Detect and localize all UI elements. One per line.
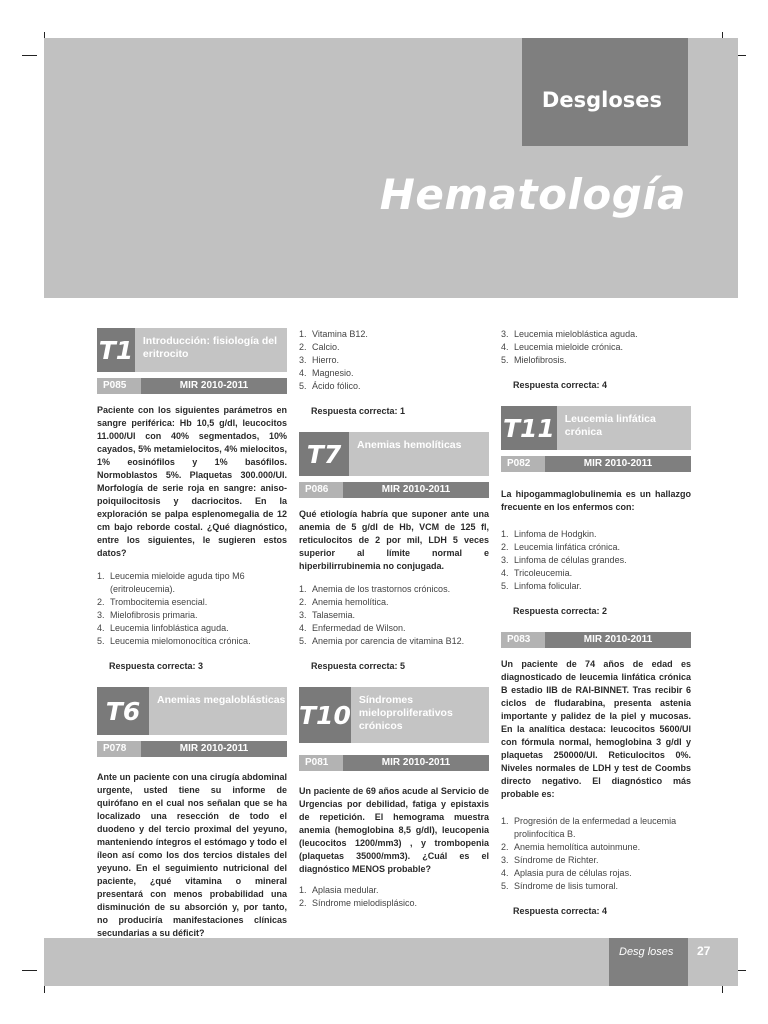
- option-item: 4. Magnesio.: [299, 368, 354, 378]
- topic-code: T11: [501, 406, 557, 450]
- option-item: 4. Enfermedad de Wilson.: [299, 623, 406, 633]
- options-list: [299, 328, 489, 393]
- topic-header-t10: [299, 687, 489, 743]
- section-label: Desgloses: [541, 88, 662, 112]
- topic-name: Leucemia linfática crónica: [564, 413, 656, 438]
- exam-label: MIR 2010-2011: [545, 632, 691, 648]
- options-list: [501, 328, 691, 367]
- option-item: 5. Anemia por carencia de vitamina B12.: [299, 636, 465, 646]
- option-item: 5. Mielofibrosis.: [501, 355, 567, 365]
- options-list: [501, 528, 691, 593]
- option-item: 3. Hierro.: [299, 355, 340, 365]
- question-bar: [501, 632, 691, 648]
- option-item: 4. Tricoleucemia.: [501, 568, 573, 578]
- question-text: Ante un paciente con una cirugía abdominal urgente, usted tiene su informe de quirófano en el cual nos señalan que se ha localizado una resección de todo el duodeno y del tercio proximal del yeyuno, manteniendo íntegros el estómago y todo el íleon así como los dos tercios distales del yeyuno. En el seguimiento nutricional del paciente, ¿qué vitamina o mineral presentará con menos probabilidad una disminución de su absorción y, por tanto, no produciría manifestaciones clínicas secundarias a su déficit?: [97, 772, 287, 938]
- question-bar: [501, 456, 691, 472]
- topic-header-t6: [97, 687, 287, 735]
- option-item: 5. Leucemia mielomonocítica crónica.: [97, 636, 251, 646]
- exam-label: MIR 2010-2011: [343, 482, 489, 498]
- option-item: 2. Trombocitemia esencial.: [97, 597, 208, 607]
- topic-name: Anemias hemolíticas: [357, 439, 462, 451]
- question-bar: [97, 741, 287, 757]
- question-bar: [299, 482, 489, 498]
- answer-text: Respuesta correcta: 3: [109, 661, 204, 671]
- question-code: P085: [97, 378, 141, 394]
- option-item: 3. Talasemia.: [299, 610, 356, 620]
- exam-label: MIR 2010-2011: [141, 741, 287, 757]
- question-code: P086: [299, 482, 343, 498]
- option-item: 1. Progresión de la enfermedad a leucemia prolinfocítica B.: [501, 816, 677, 839]
- option-item: 2. Síndrome mielodisplásico.: [299, 898, 418, 908]
- column-1: [97, 328, 287, 940]
- question-text: Qué etiología habría que suponer ante una anemia de 5 g/dl de Hb, VCM de 125 fl, reticulocitos de 2 por mil, LDH 5 veces superior al límite normal e hiperbilirrubinemia no conjugada.: [299, 509, 489, 571]
- topic-name: Síndromes mieloproliferativos crónicos: [358, 694, 453, 732]
- question-code: P082: [501, 456, 545, 472]
- question-text: La hipogammaglobulinemia es un hallazgo frecuente en los enfermos con:: [501, 489, 691, 512]
- question-code: P083: [501, 632, 545, 648]
- option-item: 3. Mielofibrosis primaria.: [97, 610, 198, 620]
- topic-header-t11: [501, 406, 691, 450]
- option-item: 5. Linfoma folicular.: [501, 581, 582, 591]
- option-item: 1. Aplasia medular.: [299, 885, 379, 895]
- crop-mark: [22, 970, 37, 971]
- option-item: 4. Aplasia pura de células rojas.: [501, 868, 632, 878]
- option-item: 1. Vitamina B12.: [299, 329, 368, 339]
- option-item: 4. Leucemia mieloide crónica.: [501, 342, 624, 352]
- question-code: P078: [97, 741, 141, 757]
- question-text: Paciente con los siguientes parámetros en sangre periférica: Hb 10,5 g/dl, leucocitos 11.000/Ul con 40% segmentados, 10% cayados, 5% metamielocitos, 4% mielocitos, 1% eosinófilos y 1% basófilos. Normoblastos 5%. Plaquetas 300.000/Ul. Morfología de serie roja en sangre: aniso-poiquilocitosis y dacriocitos. En la exploración se palpa esplenomegalia de 12 cm bajo reborde costal. ¿Qué diagnóstico, entre los siguientes, le sugieren estos datos?: [97, 405, 287, 558]
- topic-code: T1: [97, 328, 135, 372]
- question-bar: [97, 378, 287, 394]
- answer-text: Respuesta correcta: 4: [513, 906, 608, 916]
- topic-code: T6: [97, 687, 149, 735]
- options-list: [299, 884, 489, 910]
- footer-label: Desg loses: [619, 946, 674, 958]
- answer-text: Respuesta correcta: 5: [311, 661, 406, 671]
- exam-label: MIR 2010-2011: [141, 378, 287, 394]
- options-list: [97, 570, 287, 648]
- crop-mark: [22, 55, 37, 56]
- exam-label: MIR 2010-2011: [545, 456, 691, 472]
- footer-tab: [609, 938, 688, 986]
- option-item: 2. Anemia hemolítica.: [299, 597, 389, 607]
- page-title: Hematología: [379, 170, 686, 219]
- topic-header-t7: [299, 432, 489, 476]
- option-item: 2. Anemia hemolítica autoinmune.: [501, 842, 641, 852]
- option-item: 3. Linfoma de células grandes.: [501, 555, 627, 565]
- option-item: 1. Linfoma de Hodgkin.: [501, 529, 597, 539]
- question-text: Un paciente de 74 años de edad es diagnosticado de leucemia linfática crónica B estadio IIB de RAI-BINNET. Tras recibir 6 ciclos de fludarabina, presenta astenia importante y palidez de la piel y mucosas. En la analítica destaca: leucocitos 5600/Ul con fórmula normal, hemoglobina 3 g/dl y plaquetas 250000/Ul. Reticulocitos 0%. Niveles normales de LDH y test de Coombs directo negativo. El diagnóstico más probable es:: [501, 659, 691, 799]
- option-item: 4. Leucemia linfoblástica aguda.: [97, 623, 229, 633]
- topic-code: T10: [299, 687, 351, 743]
- answer-text: Respuesta correcta: 2: [513, 606, 608, 616]
- answer-text: Respuesta correcta: 1: [311, 406, 406, 416]
- option-item: 1. Leucemia mieloide aguda tipo M6 (eritroleucemia).: [97, 571, 245, 594]
- column-3: [501, 328, 691, 932]
- options-list: [501, 815, 691, 893]
- option-item: 5. Ácido fólico.: [299, 381, 361, 391]
- option-item: 3. Leucemia mieloblástica aguda.: [501, 329, 638, 339]
- topic-header-t1: [97, 328, 287, 372]
- question-code: P081: [299, 755, 343, 771]
- option-item: 1. Anemia de los trastornos crónicos.: [299, 584, 451, 594]
- option-item: 5. Síndrome de lisis tumoral.: [501, 881, 619, 891]
- question-text: Un paciente de 69 años acude al Servicio de Urgencias por debilidad, fatiga y epistaxis de repetición. El hemograma muestra anemia (hemoglobina 8,5 g/dl), leucopenia (leucocitos 1200/mm3) , y trombopenia (plaquetas 35000/mm3). ¿Cuál es el diagnóstico MENOS probable?: [299, 786, 489, 874]
- exam-label: MIR 2010-2011: [343, 755, 489, 771]
- question-bar: [299, 755, 489, 771]
- options-list: [299, 583, 489, 648]
- column-2: [299, 328, 489, 910]
- option-item: 2. Leucemia linfática crónica.: [501, 542, 621, 552]
- option-item: 3. Síndrome de Richter.: [501, 855, 599, 865]
- topic-name: Anemias megaloblásticas: [157, 694, 286, 706]
- answer-text: Respuesta correcta: 4: [513, 380, 608, 390]
- topic-name: Introducción: fisiología del eritrocito: [142, 335, 278, 360]
- option-item: 2. Calcio.: [299, 342, 340, 352]
- section-tab: [522, 38, 688, 146]
- topic-code: T7: [299, 432, 349, 476]
- page-number: 27: [697, 944, 711, 958]
